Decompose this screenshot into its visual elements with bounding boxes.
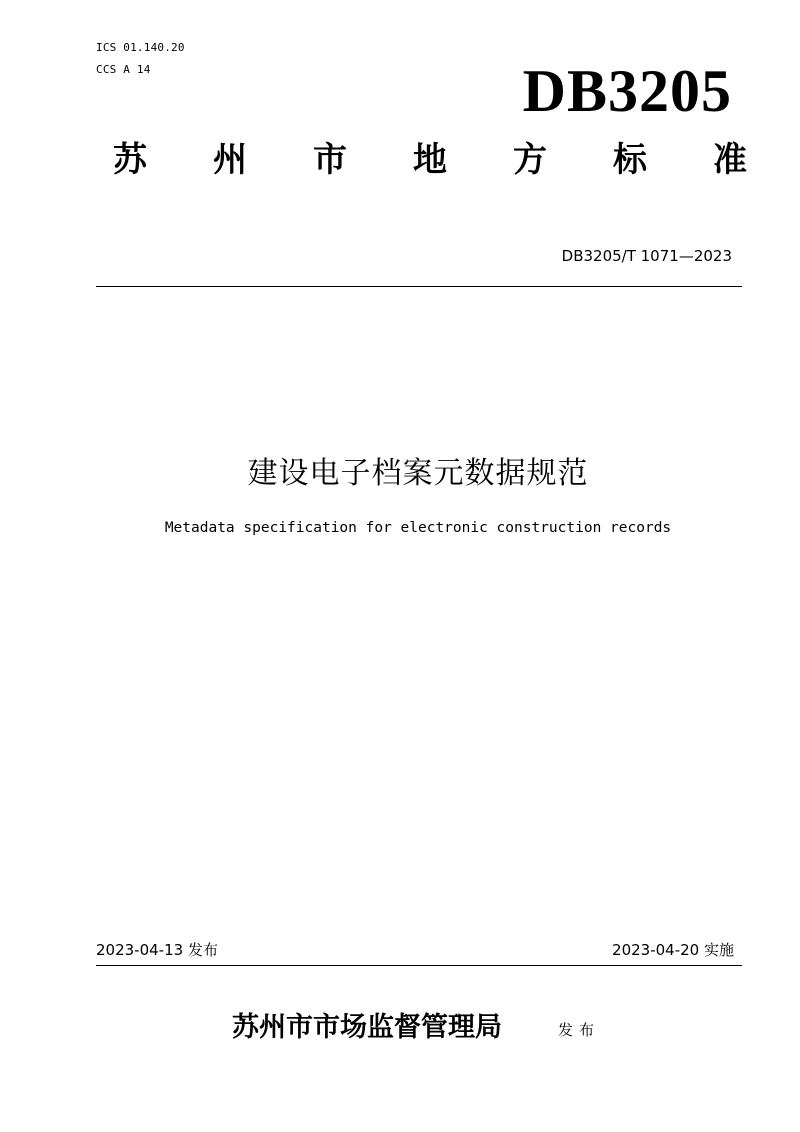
- ics-code: ICS 01.140.20: [96, 41, 185, 54]
- standard-kind-heading: [113, 138, 747, 182]
- bottom-divider: [96, 965, 742, 966]
- document-title-chinese: 建设电子档案元数据规范: [247, 456, 589, 491]
- standard-number: DB3205/T 1071—2023: [561, 247, 732, 265]
- standard-kind-char: 方: [513, 140, 547, 180]
- ccs-code: CCS A 14: [96, 63, 151, 76]
- standard-prefix-code: DB3205: [522, 58, 732, 124]
- standard-kind-char: 标: [613, 140, 647, 180]
- issuing-action: 发布: [558, 1021, 601, 1039]
- standard-kind-char: 苏: [113, 140, 147, 180]
- standard-kind-char: 市: [313, 140, 347, 180]
- issue-date: 2023-04-13 发布: [96, 941, 218, 959]
- standard-kind-char: 准: [713, 140, 747, 180]
- issuing-authority: 苏州市市场监督管理局: [232, 1012, 502, 1043]
- standard-kind-char: 地: [413, 140, 447, 180]
- standard-kind-char: 州: [213, 140, 247, 180]
- implementation-date: 2023-04-20 实施: [612, 941, 734, 959]
- top-divider: [96, 286, 742, 287]
- document-title-english: Metadata specification for electronic construction records: [164, 520, 672, 536]
